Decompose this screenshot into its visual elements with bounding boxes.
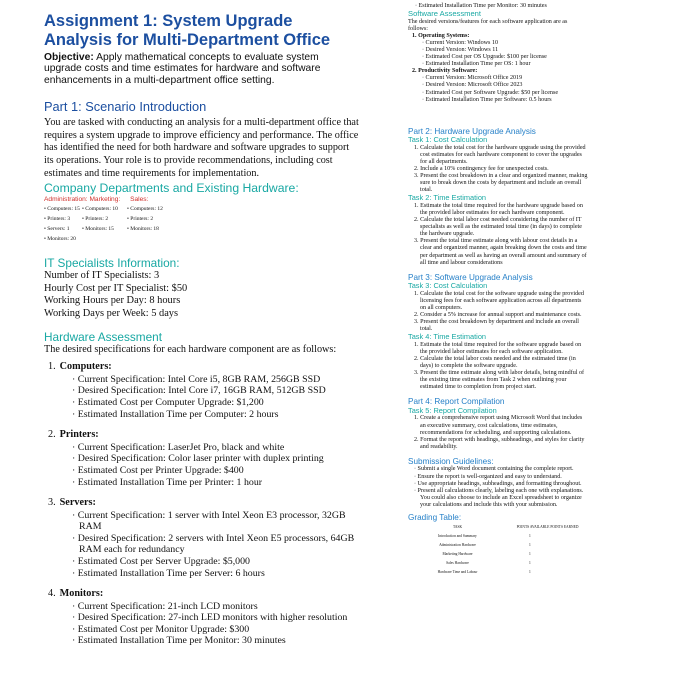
grading-heading: Grading Table: bbox=[408, 512, 462, 522]
task4-heading: Task 4: Time Estimation bbox=[408, 332, 487, 342]
it-info bbox=[44, 270, 359, 320]
it-line: Working Hours per Day: 8 hours bbox=[44, 295, 181, 307]
list-item: 2. Calculate the total labor costs needed and the estimated time (in days) to complete the software upgrade. bbox=[414, 355, 576, 370]
table-row bbox=[408, 531, 588, 540]
dept-row bbox=[44, 214, 359, 224]
hardware-item bbox=[48, 588, 359, 647]
hardware-spec: · Estimated Cost per Monitor Upgrade: $300 bbox=[72, 623, 250, 635]
dept-row bbox=[44, 224, 359, 234]
dept-cell bbox=[127, 234, 172, 244]
grading-task: Introduction and Summary bbox=[438, 533, 477, 538]
list-item: 2. Format the report with headings, subheadings, and styles for clarity and readability. bbox=[414, 436, 585, 450]
task1-list bbox=[408, 145, 588, 195]
hardware-item-name: Computers: bbox=[59, 361, 112, 373]
hardware-spec: · Desired Specification: 27-inch LED monitors with higher resolution bbox=[72, 612, 348, 624]
grading-col-points: POINTS AVAILABLE POINTS EARNED bbox=[516, 524, 579, 529]
dept-cell: • Servers: 1 bbox=[44, 226, 70, 233]
hardware-item-number: 2. bbox=[48, 429, 56, 441]
dept-cell: • Monitors: 20 bbox=[44, 236, 76, 243]
list-item: 1. Estimate the total time required for the hardware upgrade based on the provided labor estimates for each hardware component. bbox=[414, 202, 583, 216]
task2-heading: Task 2: Time Estimation bbox=[408, 193, 487, 203]
hardware-list bbox=[44, 361, 359, 647]
dept-cell bbox=[82, 234, 127, 244]
list-item: · Submit a single Word document containing the complete report. bbox=[414, 466, 574, 473]
hardware-item-title bbox=[48, 588, 359, 601]
list-item: · Ensure the report is well-organized and easy to understand. bbox=[414, 473, 562, 480]
hardware-item-number: 3. bbox=[48, 497, 56, 509]
hardware-item bbox=[48, 497, 359, 579]
list-item: 1. Calculate the total cost for the hardware upgrade using the provided cost estimates for each hardware component to cover the upgrades for all departments. bbox=[414, 144, 586, 165]
dept-cell: • Printers: 3 bbox=[44, 216, 71, 223]
hardware-spec: · Estimated Cost per Printer Upgrade: $400 bbox=[72, 464, 244, 476]
software-item-line: · Estimated Cost per OS Upgrade: $100 per license bbox=[422, 54, 547, 61]
software-item-name: 1. Operating Systems: bbox=[412, 32, 470, 39]
software-item-line: · Current Version: Windows 10 bbox=[422, 39, 499, 46]
software-item-line: · Desired Version: Windows 11 bbox=[422, 46, 499, 53]
dept-cell: • Monitors: 18 bbox=[127, 226, 159, 233]
left-column bbox=[44, 0, 359, 647]
dept-cell: • Monitors: 15 bbox=[82, 226, 114, 233]
software-heading: Software Assessment bbox=[408, 9, 482, 19]
dept-cell: • Computers: 10 bbox=[82, 206, 118, 213]
hardware-spec: · Current Specification: Intel Core i5, 8GB RAM, 256GB SSD bbox=[72, 373, 321, 385]
grading-task: Marketing Hardware bbox=[442, 551, 473, 556]
table-row bbox=[408, 567, 588, 576]
dept-cell: • Computers: 12 bbox=[127, 206, 163, 213]
software-item-line: · Estimated Installation Time per Software: 0.5 hours bbox=[422, 96, 552, 103]
task5-list bbox=[408, 415, 588, 450]
hardware-item-name: Monitors: bbox=[59, 588, 104, 600]
task3-heading: Task 3: Cost Calculation bbox=[408, 281, 488, 291]
hardware-item-title bbox=[48, 361, 359, 374]
software-item-line: · Estimated Cost per Software Upgrade: $50 per license bbox=[422, 89, 559, 96]
hardware-item-title bbox=[48, 429, 359, 442]
list-item: 1. Calculate the total cost for the software upgrade using the provided licensing fees for each software application across all departments on all computers. bbox=[414, 290, 584, 311]
part2-heading: Part 2: Hardware Upgrade Analysis bbox=[408, 126, 536, 136]
hardware-spec: · Desired Specification: Color laser printer with duplex printing bbox=[72, 453, 324, 465]
hardware-item-name: Printers: bbox=[59, 429, 99, 441]
grading-points: 1 bbox=[529, 551, 531, 556]
table-row bbox=[408, 549, 588, 558]
hardware-heading: Hardware Assessment bbox=[44, 329, 163, 344]
hardware-specs bbox=[48, 510, 359, 580]
software-intro: The desired versions/features for each software application are as follows: bbox=[408, 18, 568, 32]
hardware-spec: · Current Specification: 21-inch LCD monitors bbox=[72, 600, 258, 612]
hardware-specs bbox=[48, 601, 359, 647]
list-item: 3. Present the total time estimate along with labour cost details in a clear and organized manner, again breaking down the costs and time per department as well as having an overall amount and summary of all time and labour considerations bbox=[414, 238, 587, 266]
it-line: Hourly Cost per IT Specialist: $50 bbox=[44, 282, 188, 294]
hardware-item-name: Servers: bbox=[59, 497, 96, 509]
grading-points: 1 bbox=[529, 560, 531, 565]
task5-heading: Task 5: Report Compilation bbox=[408, 405, 497, 415]
hardware-spec: · Estimated Installation Time per Monitor: 30 minutes bbox=[72, 635, 286, 647]
dept-cell: • Printers: 2 bbox=[127, 216, 154, 223]
hardware-spec: · Estimated Installation Time per Printer: 1 hour bbox=[72, 476, 263, 488]
grading-points: 1 bbox=[529, 569, 531, 574]
software-item-name: 2. Productivity Software: bbox=[412, 68, 478, 75]
list-item: 1. Create a comprehensive report using Microsoft Word that includes an executive summary, cost calculations, time estimates, recommendations for scheduling, and supporting calculations. bbox=[414, 415, 583, 436]
grading-table bbox=[408, 522, 588, 576]
dept-cell: • Computers: 15 bbox=[44, 206, 80, 213]
objective-label: Objective: bbox=[44, 52, 94, 63]
objective-text: Apply mathematical concepts to evaluate system upgrade costs and time estimates for hardware and software enhancements in a multi-department office setting. bbox=[44, 52, 321, 86]
it-heading: IT Specialists Information: bbox=[44, 256, 180, 271]
grading-col-task: TASK bbox=[452, 524, 463, 529]
dept-admin-label: Administration: Marketing: bbox=[44, 196, 121, 204]
hardware-spec: · Estimated Cost per Server Upgrade: $5,000 bbox=[72, 555, 250, 567]
list-item: 2. Consider a 5% increase for annual support and maintenance costs. bbox=[414, 312, 582, 318]
it-line: Number of IT Specialists: 3 bbox=[44, 270, 160, 282]
monitor-time-line: · Estimated Installation Time per Monitor: 30 minutes bbox=[415, 3, 547, 9]
dept-row bbox=[44, 204, 359, 214]
it-line: Working Days per Week: 5 days bbox=[44, 307, 179, 319]
hardware-spec: · Desired Specification: Intel Core i7, 16GB RAM, 512GB SSD bbox=[72, 385, 326, 397]
hardware-item-number: 1. bbox=[48, 361, 56, 373]
list-item: 3. Present the cost breakdown in a clear and organized manner, making sure to break down the costs by department and include an overall total. bbox=[414, 173, 588, 194]
grading-task: Administration Hardware bbox=[439, 542, 476, 547]
part1-heading: Part 1: Scenario Introduction bbox=[44, 99, 207, 115]
dept-sales-label: Sales: bbox=[130, 196, 149, 204]
dept-row bbox=[44, 234, 359, 244]
list-item: · Use appropriate headings, subheadings, and formatting throughout. bbox=[414, 480, 582, 487]
task2-list bbox=[408, 203, 588, 267]
hardware-item-number: 4. bbox=[48, 588, 56, 600]
software-item-line: · Estimated Installation Time per OS: 1 hour bbox=[422, 61, 531, 68]
departments-labels bbox=[44, 196, 359, 204]
list-item: · Present all calculations clearly, labeling each one with explanations. You could also choose to include an Excel spreadsheet to organize your calculations and include this with your submission. bbox=[414, 487, 584, 508]
hardware-spec: · Estimated Cost per Computer Upgrade: $1,200 bbox=[72, 397, 264, 409]
hardware-spec: · Estimated Installation Time per Computer: 2 hours bbox=[72, 408, 279, 420]
part1-text: You are tasked with conducting an analysis for a multi-department office that requires a system upgrade to improve efficiency and performance. The office has identified the need for both hardware and software upgrades to support its operations. Your role is to provide recommendations, including cost estimates and time requirements for implementation. bbox=[44, 117, 359, 179]
dept-cell: • Printers: 2 bbox=[82, 216, 109, 223]
table-row bbox=[408, 540, 588, 549]
hardware-spec: · Current Specification: LaserJet Pro, black and white bbox=[72, 441, 285, 453]
grading-points: 1 bbox=[529, 533, 531, 538]
list-item: 2. Include a 10% contingency fee for unexpected costs. bbox=[414, 166, 549, 172]
hardware-spec: · Estimated Installation Time per Server: 6 hours bbox=[72, 567, 265, 579]
grading-task: Sales Hardware bbox=[446, 560, 469, 565]
software-list bbox=[408, 33, 588, 104]
software-item-line: · Current Version: Microsoft Office 2019 bbox=[422, 75, 523, 82]
hardware-item bbox=[48, 361, 359, 420]
table-row bbox=[408, 558, 588, 567]
software-item-line: · Desired Version: Microsoft Office 2023 bbox=[422, 82, 523, 89]
task1-heading: Task 1: Cost Calculation bbox=[408, 135, 488, 145]
part4-heading: Part 4: Report Compilation bbox=[408, 397, 505, 407]
list-item: 3. Present the cost breakdown by department and include an overall total. bbox=[414, 319, 579, 333]
hardware-item bbox=[48, 429, 359, 488]
page-title: Assignment 1: System Upgrade Analysis for Multi-Department Office bbox=[44, 12, 331, 49]
list-item: 2. Calculate the total labor cost needed considering the number of IT specialists as well as the estimated total time (in days) to complete the hardware upgrade. bbox=[414, 217, 582, 238]
hardware-item-title bbox=[48, 497, 359, 510]
task4-list bbox=[408, 342, 588, 392]
submission-list bbox=[408, 466, 588, 509]
list-item: 1. Estimate the total time required for the software upgrade based on the provided labor estimates for each software application. bbox=[414, 341, 582, 355]
departments-table bbox=[44, 204, 359, 244]
right-column bbox=[408, 0, 588, 576]
list-item: 3. Present the time estimate along with labor details, being mindful of the existing time estimates from Task 2 when outlining your estimated time to completion from project start. bbox=[414, 370, 585, 391]
hardware-intro: The desired specifications for each hardware component are as follows: bbox=[44, 343, 337, 355]
hardware-specs bbox=[48, 374, 359, 420]
task3-list bbox=[408, 291, 588, 334]
hardware-specs bbox=[48, 442, 359, 488]
hardware-spec: · Current Specification: 1 server with Intel Xeon E3 processor, 32GB RAM bbox=[72, 509, 346, 533]
grading-task: Hardware Time and Labour bbox=[437, 569, 478, 574]
hardware-spec: · Desired Specification: 2 servers with Intel Xeon E5 processors, 64GB RAM each for redundancy bbox=[72, 532, 355, 556]
departments-heading: Company Departments and Existing Hardware: bbox=[44, 181, 299, 196]
grading-points: 1 bbox=[529, 542, 531, 547]
objective bbox=[44, 52, 359, 86]
grading-header-row bbox=[408, 522, 588, 531]
submission-heading: Submission Guidelines: bbox=[408, 456, 494, 466]
part3-heading: Part 3: Software Upgrade Analysis bbox=[408, 272, 533, 282]
